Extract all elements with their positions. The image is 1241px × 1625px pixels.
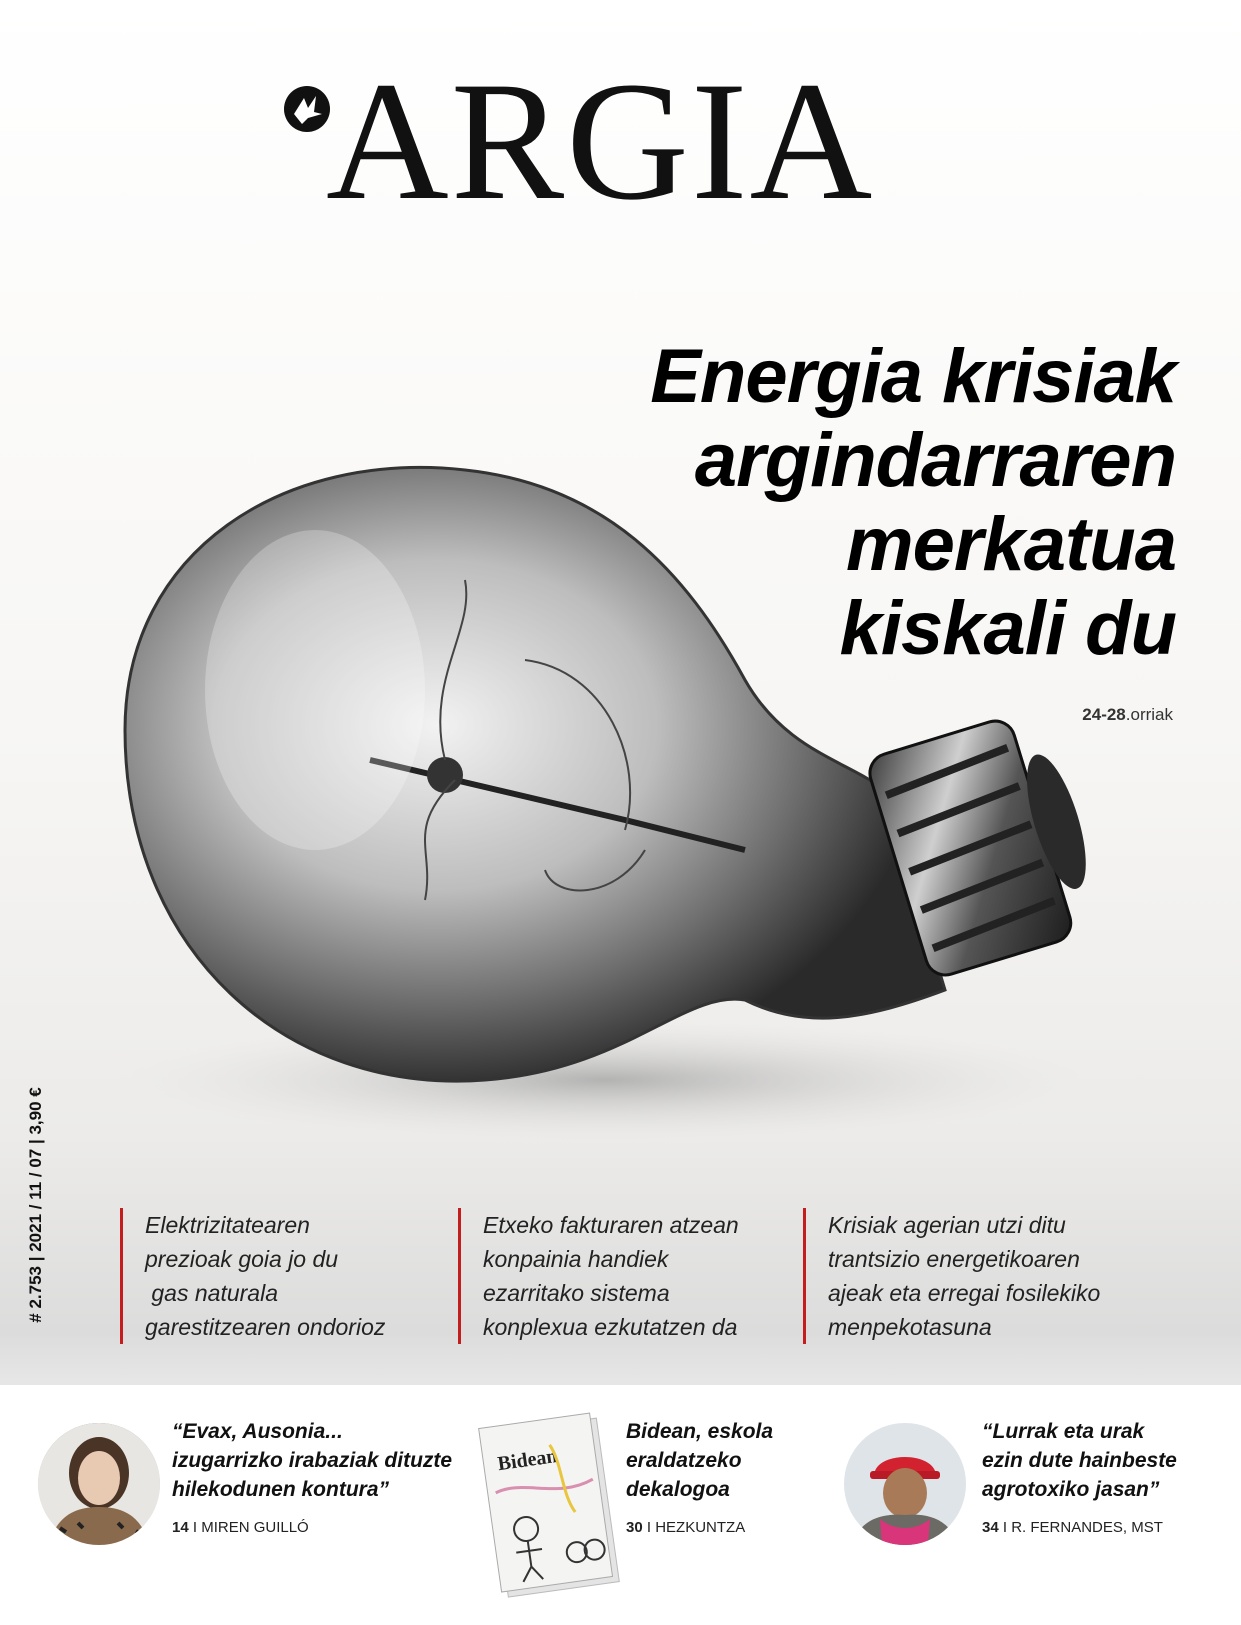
teaser-line: Etxeko fakturaren atzean bbox=[483, 1212, 739, 1238]
footer-item-interview[interactable] bbox=[38, 1415, 458, 1605]
teaser-line: Elektrizitatearen bbox=[145, 1212, 310, 1238]
footer-title-line: dekalogoa bbox=[626, 1478, 730, 1501]
footer-meta bbox=[626, 1519, 745, 1536]
headline-line: merkatua bbox=[846, 502, 1176, 587]
footer-section: R. FERNANDES, MST bbox=[1011, 1519, 1163, 1536]
teaser-item[interactable] bbox=[458, 1208, 783, 1344]
teaser-line: menpekotasuna bbox=[828, 1314, 992, 1340]
issue-info-strip bbox=[20, 1030, 52, 1380]
book-cover-image bbox=[478, 1405, 628, 1605]
footer-item-education[interactable] bbox=[478, 1415, 808, 1625]
teaser-item[interactable] bbox=[803, 1208, 1148, 1344]
teaser-line: ajeak eta erregai fosilekiko bbox=[828, 1280, 1101, 1306]
headline-line: Energia krisiak bbox=[650, 334, 1176, 419]
footer-title bbox=[626, 1417, 773, 1504]
pages-word: .orriak bbox=[1125, 705, 1173, 724]
footer-page-number: 30 bbox=[626, 1519, 643, 1536]
masthead bbox=[282, 47, 922, 235]
footer-meta bbox=[982, 1519, 1163, 1536]
footer-separator: I bbox=[642, 1519, 656, 1536]
footer-section: HEZKUNTZA bbox=[655, 1519, 746, 1536]
pages-number: 24-28 bbox=[1082, 705, 1126, 724]
teaser-line: ezarritako sistema bbox=[483, 1280, 670, 1306]
avatar bbox=[38, 1423, 160, 1545]
footer-title-line: eraldatzeko bbox=[626, 1449, 742, 1472]
headline-line: argindarraren bbox=[694, 418, 1176, 503]
footer-title-line: “Evax, Ausonia... bbox=[172, 1420, 343, 1443]
footer-title bbox=[172, 1417, 452, 1504]
teaser-item[interactable] bbox=[120, 1208, 445, 1344]
teaser-line: prezioak goia jo du bbox=[145, 1246, 339, 1272]
footer-page-number: 14 bbox=[172, 1519, 189, 1536]
footer-section: MIREN GUILLÓ bbox=[201, 1519, 309, 1536]
cover-headline[interactable] bbox=[536, 335, 1176, 671]
teaser-line: gas naturala bbox=[145, 1280, 278, 1306]
footer-title-line: “Lurrak eta urak bbox=[982, 1420, 1145, 1443]
masthead-title: ARGIA bbox=[326, 47, 875, 235]
teaser-row bbox=[120, 1208, 1160, 1338]
footer-bar bbox=[0, 1385, 1241, 1625]
footer-separator: I bbox=[188, 1519, 202, 1536]
teaser-line: garestitzearen ondorioz bbox=[145, 1314, 386, 1340]
issue-info-text: # 2.753 | 2021 / 11 / 07 | 3,90 € bbox=[26, 1087, 45, 1323]
teaser-line: Krisiak agerian utzi ditu bbox=[828, 1212, 1066, 1238]
argia-logo-icon bbox=[282, 84, 332, 134]
footer-title bbox=[982, 1417, 1177, 1504]
footer-title-line: agrotoxiko jasan” bbox=[982, 1478, 1160, 1501]
teaser-line: konplexua ezkutatzen da bbox=[483, 1314, 738, 1340]
footer-title-line: Bidean, eskola bbox=[626, 1420, 774, 1443]
footer-title-line: hilekodunen kontura” bbox=[172, 1478, 390, 1501]
footer-item-interview-2[interactable] bbox=[844, 1415, 1204, 1605]
footer-title-line: izugarrizko irabaziak dituzte bbox=[172, 1449, 453, 1472]
headline-line: kiskali du bbox=[839, 586, 1176, 671]
teaser-line: konpainia handiek bbox=[483, 1246, 669, 1272]
footer-title-line: ezin dute hainbeste bbox=[982, 1449, 1177, 1472]
footer-page-number: 34 bbox=[982, 1519, 999, 1536]
teaser-line: trantsizio energetikoaren bbox=[828, 1246, 1080, 1272]
footer-separator: I bbox=[998, 1519, 1012, 1536]
book-title: Bidean bbox=[496, 1445, 559, 1476]
avatar bbox=[844, 1423, 966, 1545]
footer-meta bbox=[172, 1519, 309, 1536]
pages-reference bbox=[1082, 705, 1173, 725]
